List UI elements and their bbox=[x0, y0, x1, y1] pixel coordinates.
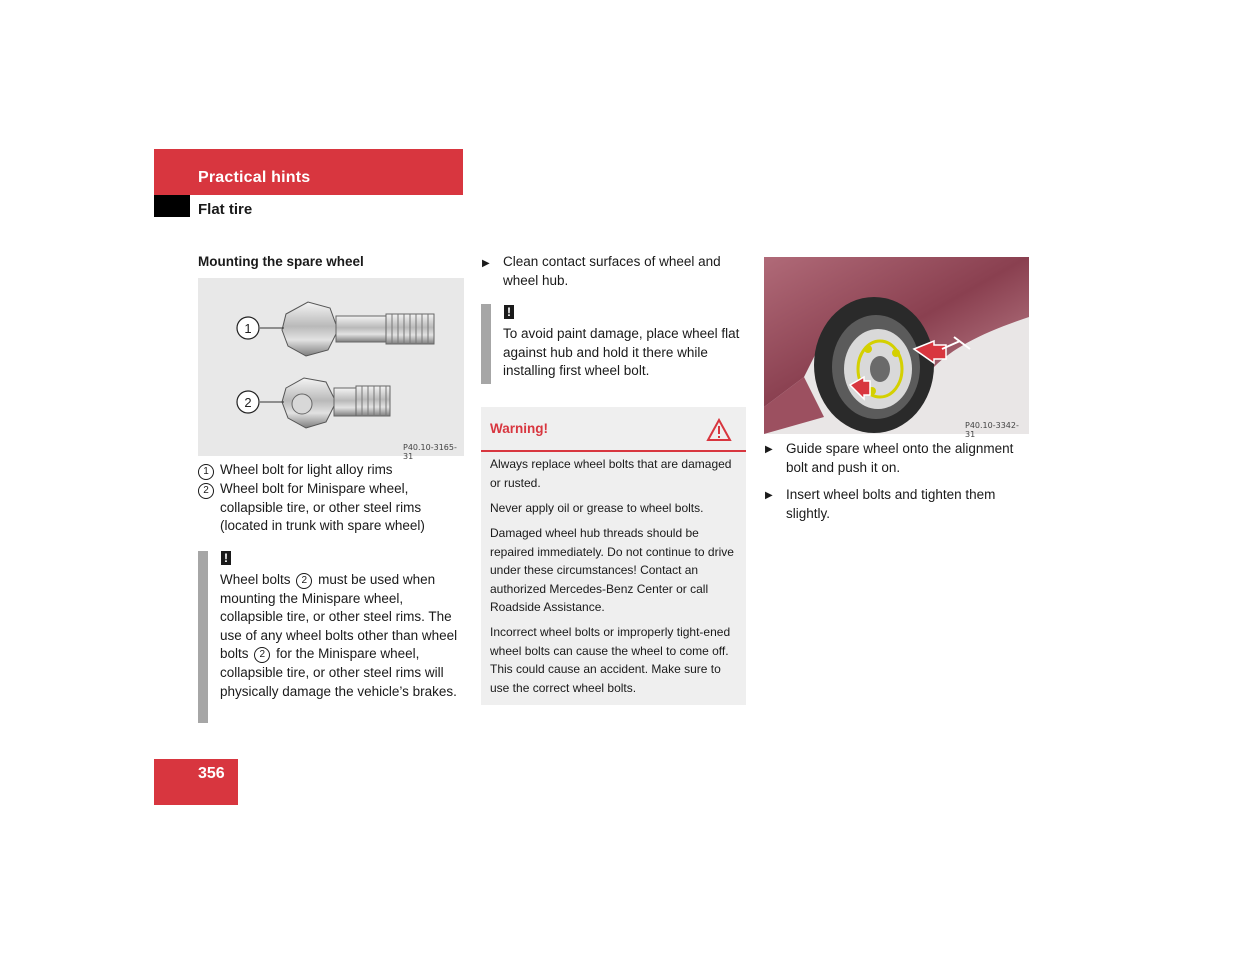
triangle-bullet-icon: ▶ bbox=[765, 444, 773, 455]
wheel-bolts-illustration bbox=[198, 278, 464, 456]
warning-paragraph: Incorrect wheel bolts or improperly tight-ened wheel bolts can cause the wheel to come off. This could cause an accident. Make sure to use the correct wheel bolts. bbox=[490, 625, 731, 695]
item-callout: 1 bbox=[198, 464, 214, 480]
warning-paragraph: Never apply oil or grease to wheel bolts. bbox=[490, 501, 704, 515]
warning-triangle-icon bbox=[706, 418, 732, 447]
inline-callout: 2 bbox=[296, 573, 312, 589]
warning-box bbox=[481, 407, 746, 705]
step-text: Insert wheel bolts and tighten them slightly. bbox=[786, 487, 996, 521]
figure-callout-1: 1 bbox=[244, 321, 252, 336]
section-title: Practical hints bbox=[198, 169, 311, 186]
page-number-box bbox=[154, 759, 238, 805]
figure-callout-2: 2 bbox=[244, 395, 252, 410]
exclamation-note-icon: ! bbox=[221, 551, 231, 565]
item-callout: 2 bbox=[198, 483, 214, 499]
spare-wheel-illustration bbox=[764, 257, 1029, 434]
subsection-title: Flat tire bbox=[198, 201, 253, 218]
warning-header bbox=[481, 407, 746, 452]
warning-paragraph: Damaged wheel hub threads should be repaired immediately. Do not continue to drive under these circumstances! Contact an authorized Mercedes-Benz Center or call Roadside Assistance. bbox=[490, 526, 734, 615]
triangle-bullet-icon: ▶ bbox=[482, 258, 490, 269]
item-text: Wheel bolt for light alloy rims bbox=[220, 462, 393, 477]
note-bar bbox=[198, 551, 208, 723]
note-text: To avoid paint damage, place wheel flat against hub and hold it there while installing first wheel bolt. bbox=[503, 326, 740, 379]
exclamation-note-icon: ! bbox=[504, 305, 514, 319]
figure-code-right: P40.10-3342-31 bbox=[965, 421, 1019, 439]
note-bar bbox=[481, 304, 491, 384]
item-text: Wheel bolt for Minispare wheel, collapsible tire, or other steel rims (located in trunk with spare wheel) bbox=[220, 481, 425, 534]
step-text: Guide spare wheel onto the alignment bolt and push it on. bbox=[786, 441, 1014, 475]
step-text: Clean contact surfaces of wheel and wheel hub. bbox=[503, 254, 721, 288]
warning-title: Warning! bbox=[490, 421, 548, 436]
mounting-heading: Mounting the spare wheel bbox=[198, 254, 364, 269]
subsection-marker bbox=[154, 195, 190, 217]
note-text: Wheel bolts 2 must be used when mounting the Minispare wheel, collapsible tire, or other steel rims. The use of any wheel bolts other than wheel bolts 2 for the Minispare wheel, collapsible tire, or other steel rims will physically damage the vehicle’s brakes. bbox=[220, 572, 458, 699]
spare-wheel-figure bbox=[764, 257, 1029, 439]
triangle-bullet-icon: ▶ bbox=[765, 490, 773, 501]
wheel-bolts-figure bbox=[198, 278, 464, 461]
warning-paragraph: Always replace wheel bolts that are damaged or rusted. bbox=[490, 457, 732, 490]
inline-callout: 2 bbox=[254, 647, 270, 663]
figure-code-left: P40.10-3165-31 bbox=[403, 443, 457, 461]
page-number: 356 bbox=[198, 765, 225, 782]
